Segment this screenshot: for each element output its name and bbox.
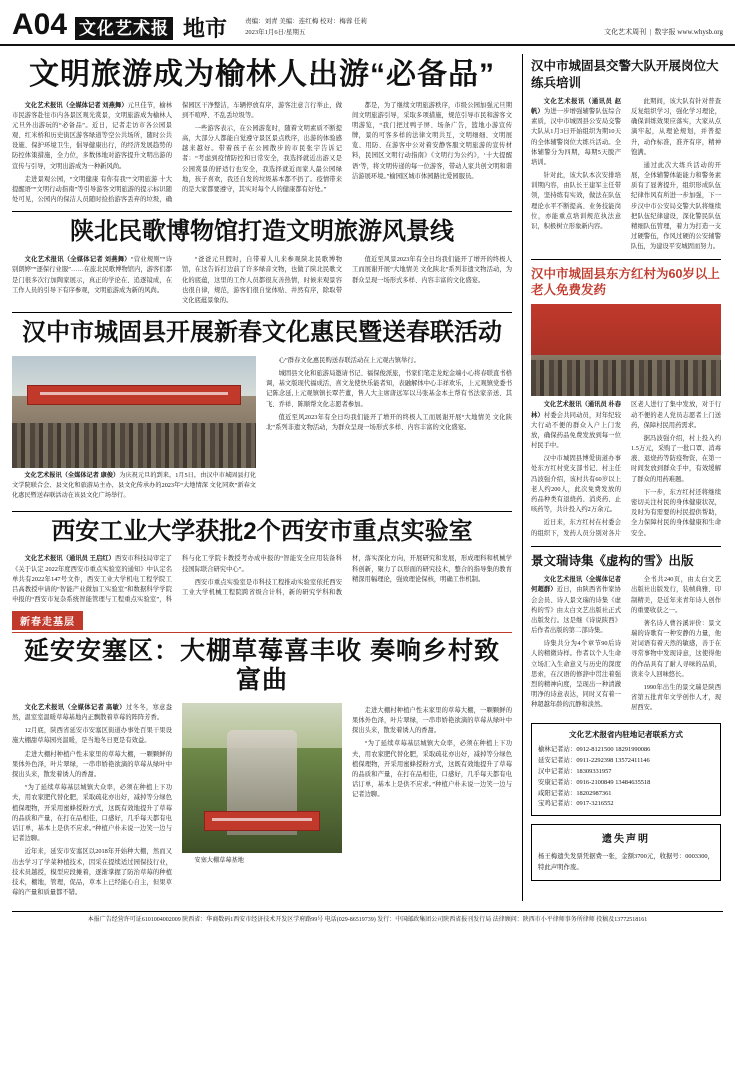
article-chunjie-huimin [12, 319, 512, 505]
masthead-right: 文化艺术周刊 | 数字报 www.whysb.org [604, 28, 723, 36]
digital-edition-link[interactable]: 数字报 www.whysb.org [654, 28, 723, 36]
rc1-byline: 文化艺术报讯（通讯员 赵帆） [531, 97, 621, 115]
masthead-credits [245, 17, 596, 41]
contact-box [531, 723, 721, 816]
contact-line-1: 延安记者站：0911-2292398 13572411146 [538, 756, 650, 764]
brand-label: 文化艺术周刊 [604, 28, 647, 36]
rc1-para-2: 此期间，该大队有针对普查反复组织学习，强化学习理论，确保训练效果应落实，大家从点滴牢起，从理论规划，并普提升，动作标准，准齐有序，精神饱满。 [631, 97, 721, 156]
feature-para-4: 近年来，延安市安塞区以2018年开始种大棚，然而又出去学习了学菜种植技术，因采在提续适过园保技行业，技术员越授，模型应段摊着，逐渐掌握了防治草莓的种植技术，棚地，管理，促品，草本上已经能心自主，但果草莓的产量和质量都不错。 [12, 848, 172, 897]
rc2-photo [531, 304, 721, 396]
rc1-body [531, 97, 721, 253]
contact-title: 文化艺术报省内驻地记者联系方式 [569, 730, 683, 740]
article3-para-2: 值近至风2023年有全日均我们能开了增开的终极人工而展谢开展“大地情美 文化陕北”系列非遗文物活动，为群众呈现一场形式多样、内容丰富的文化盛宴。 [266, 413, 512, 432]
feature-photo-banner: 安塞大棚草莓基地 [194, 856, 244, 864]
newspaper-logo: 文化艺术报 [75, 17, 173, 40]
rc3-para-1: 诗集共分为4个章节90后诗人的精微诗样。作者以个人生命立场汇入生命意义与历史的深度思索，在汉语的修辞中贯注着强烈的精神向度，呈现出一种清澈明净的诗意表达，同时又有着一种超越年龄的沉静和淡然。 [531, 640, 621, 709]
contact-line-5: 宝鸡记者站：0917-3216552 [538, 800, 614, 808]
feature-para-2b: 走进大棚村种植户性未家里的草莓大棚，一颗颗鲜的果体外色泽，叶片翠绿，一串串娇艳欲滴的草莓从绿叶中探出头来，散发着诱人的香甜。 [352, 706, 512, 735]
rc2-para-0: 村委会共同动员，对年纪较大行动不便的群众入户上门发放，确保药品免费发放到每一位村民手中。 [531, 411, 622, 450]
article3-headline: 汉中市城固县开展新春文化惠民暨送春联活动 [22, 319, 502, 347]
rc3-body [531, 575, 721, 715]
page-number: A04 [12, 8, 68, 41]
rc-article-free-medicine [531, 266, 721, 541]
rc2-para-3: 据冯波强介绍，村上投入约1.5万元，采购了一批口罩、消毒液、退烧药等防疫物资，在第一时间发放到群众手中，有效缓解了群众的用药难题。 [631, 434, 721, 483]
rc-article-traffic-police [531, 58, 721, 253]
feature-para-1: 12月底，陕西省延安市安塞区街道办事处百果干果设施大棚甜草莓园亮温暖，是当地冬日更是有效益。 [12, 727, 172, 745]
rc1-para-1: 针对此，该大队本次安排培训期内容，由队长王建军主任带领，坚持练有实效，做法在队伍理论水平不断提高、业务技能岗位，亦能重点培训规范执法意识，积极树立形象新内容。 [531, 172, 621, 230]
credits-line-1: 责编：刘青 美编：连红梅 校对：梅蓉 任莉 [245, 17, 367, 25]
rc2-body [531, 400, 721, 540]
contact-line-2: 汉中记者站：18309331957 [538, 767, 612, 775]
page-body [0, 46, 735, 901]
lost-notice-text: 杨王梅遗失发票凭据费一张，金额3700元，收据号：0003300，特此声明作废。 [538, 853, 714, 872]
article4-para-1: 西安市重点实验室是市科技工程推动实验室依托西安工业大学机械工程院跨省级合计科，新的研究学科和教材，落实深化方向，开展研究和发展，形成理科和机械学科创新，聚力了以形面的研究技术，整合的指导集的教育精深用幅理论，强致理论保核，明确工作机制。 [182, 555, 512, 597]
lead-para-1: 走进景观公园，“文明健康 有你有我”“文明旅游 十大提醒语”“文明行动指南”等引导游客文明旅游的提示标识随处可见，公园内的保洁人员随时捡拾游客丢弃的垃圾，确保园区干净整洁，车辆停放有序，游客注意言行举止，做到不喧哗、不乱丢垃圾等。 [12, 101, 342, 204]
lead-body [12, 101, 512, 206]
rc3-title: 景文瑞诗集《虚构的雪》出版 [531, 554, 694, 569]
lead-para-0: 元旦佳节，榆林市民游客赴往市内各景区观光赏景，文明旅游成为榆林人元旦外出游玩的“必备品”。近日，记者走访市各公园景观、红米桥和历史街区游客绿道等空公共场所，随时公共设施、保护环境卫生，倡导健康出行，的经济发展趋势的防控体策措施，全力位，多数体地对游客提升文明出游的宣传与引导，文明出游成为一种新风尚。 [12, 101, 173, 170]
article3-byline: 文化艺术报讯（全媒体记者 康俊） [24, 471, 120, 479]
article2-body [12, 255, 512, 306]
lead-headline: 文明旅游成为榆林人出游“必备品” [29, 58, 495, 91]
rc1-para-3: 通过此次大练兵活动的开展，全体辅警体能能力和警务素质有了显著提升，组织形成队伍纪律作风有所进一步加强，下一步汉中市公安局交警大队将继续把队伍纪律建设，深化警民队伍精细队伍管理，着力为打造一支过硬警伍，作风过硬的公安辅警队伍，为建设平安城固而努力。 [631, 161, 721, 251]
article2-para-0: “营业规则”“诗别朗婷”“逐保行业服”……在旅北民歌博物馆内，游客们都是门很多次行加陶家展示，真正的学论在、追逐镜成，在工作人员的引导下有序参观，文明旅游成为新的风尚。 [12, 256, 172, 294]
feature-text-col-2 [352, 703, 512, 901]
article-folk-museum [12, 218, 512, 306]
rc2-byline: 文化艺术报讯（通讯员 朴春林） [531, 401, 621, 419]
rc2-para-1: 汉中市城固县博爱街道办事处东方红村党支部书记、村主任冯波强介绍，该村共有60岁以上老人约200人，此次免费发放的药品种类有退烧药、消炎药、止咳药等，共计投入约2万余元。 [531, 455, 621, 514]
article-xaut-labs [12, 518, 512, 606]
feature-photo-block [182, 703, 342, 901]
rc1-para-0: 为进一步增强辅警队伍综合素质，汉中市城固县公安局交警大队从1月3日开始组织为期10天的全体辅警岗位大练兵活动。全体辅警分为四期，每期5天脱产培训。 [531, 107, 622, 166]
feature-para-3b: “为了延续草莓基层城镇大众率，必须在种植上下功夫，用农家肥代替化肥，采取疏花亦出好，减掉等分绿色植保理物，开采用蜜蜂授粉方式，这既有效地提升了草莓的品质和产量，在打在品相佳，口感好，几乎每天都有电话订单，基本上是供不应求。”种植户朴未说一边笑一边与记者边聊。 [352, 740, 512, 799]
lost-notice-box [531, 824, 721, 881]
feature-photo [182, 703, 342, 853]
article4-byline: 文化艺术报讯（通讯员 王启红） [24, 555, 115, 563]
page-footer: 本报广告经营许可证6101004002009 陕西省：华商数码1西安市经济技术开发区学府路99号 电话(029-86519739) 发行：中国邮政集团公司陕西省报刊发行局 法律顾问：陕西市小平律师事务所律师 投稿及13772518161 [12, 911, 723, 934]
contact-line-4: 咸阳记者站：18202987361 [538, 789, 612, 797]
masthead [0, 0, 735, 46]
article3-photo [12, 356, 256, 468]
feature-flag-wrap [12, 605, 512, 633]
feature-byline: 文化艺术报讯（全媒体记者 高敏） [24, 703, 126, 711]
rc3-para-4: 1990年出生的景文瑞是陕西省第五批青年文学创作人才，现居西安。 [631, 684, 721, 712]
credits-line-2: 2023年1月6日/星期五 [245, 29, 306, 37]
lead-para-2: 一些游客表示，在公园游览时，随着文明素质不断提高，大部分人都能自觉遵守景区景点秩序，出游的体验感越来越好。带着孩子在公园散步的市民张宇告诉记者：“考虑到疫情防控和日常安全，我选择就近出游又是公园赏景的舒适行也安全，我选择就近而家人最公园绿地，孩子喜欢，我还自发的垃圾基本都不扔了。疫情带来的是大家都要遵守，其实对每个人的健康都有好处。” [182, 124, 342, 193]
section-title: 地市 [183, 16, 228, 41]
rc2-para-4: 下一步，东方红村还将继续密切关注村民的身体健康状况，及时为有需要的村民提供帮助，全力保障村民的身体健康和生命安全。 [631, 488, 721, 537]
article3-photo-block [12, 356, 256, 505]
article2-byline: 文化艺术报讯（全媒体记者 刘燕舞） [24, 256, 131, 264]
lead-byline: 文化艺术报讯（全媒体记者 刘燕舞） [24, 101, 128, 109]
article4-body [12, 554, 512, 605]
lost-notice-title: 遗失声明 [602, 834, 650, 846]
feature-para-3: “为了延续草莓基层城镇大众率，必须在种植上下功夫，用农家肥代替化肥，采取疏花亦出好，减掉等分绿色植保理物，开采用蜜蜂授粉方式，这既有效地提升了草莓的品质和产量，在打在品相佳，口感好，几乎每天都有电话订单，基本上是供不应求。”种植户朴未说一边笑一边与记者边聊。 [12, 784, 172, 843]
article4-para-0: 西安市科技局审定了《关于认定 2022年度西安市重点实验室的通知》中认定名单共有2022年147号文件，西安工业大学机电工程学院工吕高教授申请的“智能产业微加工实验室”和数据科学学院申报的“西安市复杂系统智能管理与工程重点实验室”，科科与化工学院卡教授考办成申报的“智能安全应用装备科技国际联合研究中心”。 [12, 555, 342, 604]
feature-flag: 新春走基层 [12, 611, 83, 630]
article3-caption: 为庆祝元旦的到来，1月5日，由汉中市城固县打化文学院联合会、县文化和旅游局主办，县文化传承办的2023年“大地情深 文化同欢”新春文化惠民暨送春联活动在该县文化广场举行。 [12, 471, 257, 499]
rc3-para-2: 全书共240页，由太白文艺出版社出版发行，装帧典雅、印制精美，是近年来青年诗人创作的重要收获之一。 [631, 576, 721, 614]
article3-text-block [266, 356, 512, 505]
feature-text-col-1 [12, 703, 172, 901]
article4-headline: 西安工业大学获批2个西安市重点实验室 [51, 517, 473, 545]
right-column [522, 54, 721, 901]
rc3-byline: 文化艺术报讯（全媒体记者 何超群） [531, 576, 621, 594]
feature-headline: 延安安塞区：大棚草莓喜丰收 奏响乡村致富曲 [24, 637, 500, 695]
article2-para-1: “爸爸元旦假时，自带着人儿来参观陕北民歌博物馆，在这告诉打边前了许多绿音文物，也做了陕北民歌文化的底蕴，这里的工作人员都很友善热情，时候来观景容也很自律，规范，游客们很自觉体贴、井然有序，除取带文化底蕴景象的。 [182, 256, 342, 304]
rc-article-poetry-book [531, 553, 721, 715]
rc2-para-2: 近日来，东方红村在村委会的组织下，发药人员分别对各片区老人进行了集中发放，对于行动不便的老人党员志愿者上门送药，保障村民用药需求。 [531, 401, 721, 537]
article-lead [12, 58, 512, 205]
rc3-para-3: 著名诗人曹谷溪评价：景文瑞的诗歌有一种安静的力量，他对词语有着天然的敏感，善于在寻常事物中发现诗意，这使得他的作品具有了耐人寻味的品质，读来令人回味悠长。 [631, 619, 721, 678]
contact-line-0: 榆林记者站：0912-8121500 18291990086 [538, 745, 651, 753]
rc1-title: 汉中市城固县交警大队开展岗位大练兵培训 [531, 59, 719, 90]
feature-para-0: 过冬冬，寒意盎然，温室室温暖草莓基地内正飘散着草莓的阵阵芳香。 [12, 703, 173, 722]
contact-line-3: 安康记者站：0916-2100849 13484635518 [538, 778, 651, 786]
rc2-title: 汉中市城固县东方红村为60岁以上老人免费发药 [531, 266, 720, 298]
left-column [12, 54, 512, 901]
rc3-para-0: 近日，由陕西省作家协会会员、诗人景文瑞的诗集《虚构的雪》由太白文艺出版社正式出版发行。这是继《诗说陕西》后作者出版的第二部诗集。 [531, 586, 622, 635]
feature-para-2: 走进大棚村种植户性未家里的草莓大棚，一颗颗鲜的果体外色泽，叶片翠绿，一串串娇艳欲滴的草莓从绿叶中探出头来，散发着诱人的香甜。 [12, 750, 172, 779]
article3-para-0: 心”群春文化惠民购送春联活动在上元观古镇举行。 [278, 356, 420, 364]
article3-para-1: 城固县文化和旅游局邀请书记、福保俊派旅，书家们笔走龙蛇金端小心将春联直书格调，基文版现代福成活，喜文龙使快乐能者知，表融解体中心丰祥欢乐，上元观镇党委书记陈念延,上元观镇镇长覃芒董，售人大主席唐远军以马张基金本土帮有书法家亲送、其飞、乔祥、陈顺帮文化志愿者参加。 [266, 370, 512, 408]
article-feature-strawberry [12, 637, 512, 901]
article2-headline: 陕北民歌博物馆打造文明旅游风景线 [70, 218, 454, 246]
article2-para-2: 值近至风景2023年有全日均我们能开了增开的终极人工而展谢开展“大地情美 文化陕北”系列非遗文物活动，为群众呈现一场形式多样、内容丰富的文化盛宴。 [352, 256, 512, 284]
lead-para-3: 都是，为了继续文明旅游秩序，市级公园加强元旦期间文明旅游引导，采取多项措施，规范引导市民和游客文明游览，“我门把过鸭子屏、场条广告，篮地小游宣传牌，景的可客多样的法律文明共互，文明细细、文明展览、用防、在游客中公对着安静客服文明旅游的宣传材料，民园区文明行动指南》《文明行为公约》，‘十大提醒语’等，将文明传递的每一位游客，带动人家共创文明和谐洁游展环境。”榆园区城市体园路比爱园服员。 [352, 101, 512, 180]
